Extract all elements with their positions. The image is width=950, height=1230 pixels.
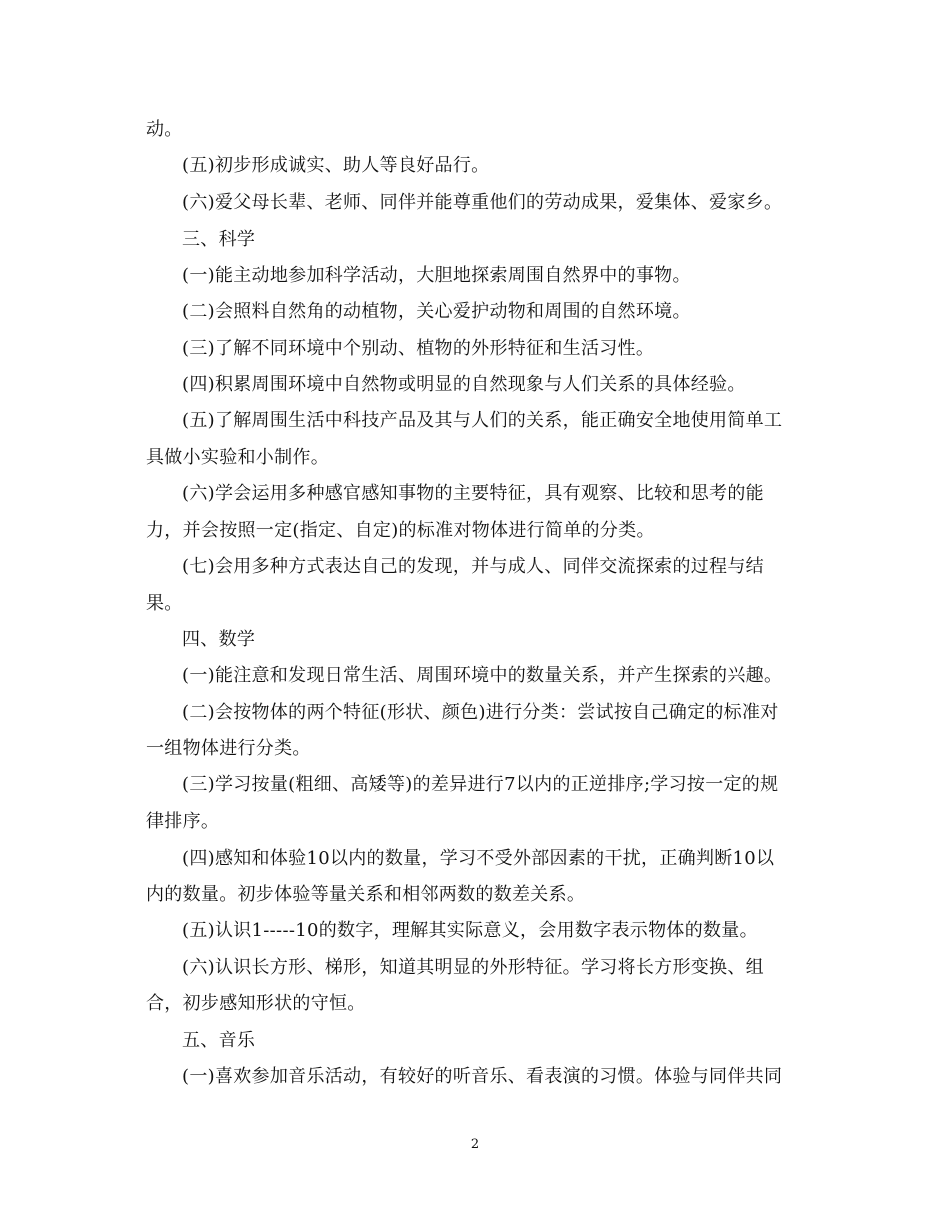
text-line: (六)爱父母长辈、老师、同伴并能尊重他们的劳动成果，爱集体、爱家乡。 xyxy=(182,192,783,213)
text-line: (三)学习按量(粗细、高矮等)的差异进行7以内的正逆排序;学习按一定的规 xyxy=(182,774,779,795)
text-line: (三)了解不同环境中个别动、植物的外形特征和生活习性。 xyxy=(182,338,655,359)
text-line: (四)感知和体验10以内的数量，学习不受外部因素的干扰，正确判断10以 xyxy=(182,848,775,869)
section-heading-math: 四、数学 xyxy=(182,629,256,650)
text-line: 力，并会按照一定(指定、自定)的标准对物体进行简单的分类。 xyxy=(146,520,655,541)
text-line: (五)了解周围生活中科技产品及其与人们的关系，能正确安全地使用简单工 xyxy=(182,410,783,431)
text-line: 合，初步感知形状的守恒。 xyxy=(146,993,366,1014)
text-line: (六)学会运用多种感官感知事物的主要特征，具有观察、比较和思考的能 xyxy=(182,483,764,504)
text-line: (七)会用多种方式表达自己的发现，并与成人、同伴交流探索的过程与结 xyxy=(182,556,764,577)
text-line: 律排序。 xyxy=(146,811,220,832)
text-line: 一组物体进行分类。 xyxy=(146,738,311,759)
text-line: (二)会按物体的两个特征(形状、颜色)进行分类：尝试按自己确定的标准对 xyxy=(182,702,779,723)
page-number: 2 xyxy=(470,1137,480,1152)
text-line: 内的数量。初步体验等量关系和相邻两数的数差关系。 xyxy=(146,884,586,905)
text-line: 果。 xyxy=(146,593,183,614)
text-line: (一)能注意和发现日常生活、周围环境中的数量关系，并产生探索的兴趣。 xyxy=(182,665,783,686)
text-line: 动。 xyxy=(146,119,183,140)
text-line: (四)积累周围环境中自然物或明显的自然现象与人们关系的具体经验。 xyxy=(182,374,746,395)
text-line: 具做小实验和小制作。 xyxy=(146,447,329,468)
text-line: (六)认识长方形、梯形，知道其明显的外形特征。学习将长方形变换、组 xyxy=(182,957,764,978)
text-line: (二)会照料自然角的动植物，关心爱护动物和周围的自然环境。 xyxy=(182,301,691,322)
text-line: (五)认识1-----10的数字，理解其实际意义，会用数字表示物体的数量。 xyxy=(182,920,758,941)
text-line: (一)能主动地参加科学活动，大胆地探索周围自然界中的事物。 xyxy=(182,265,691,286)
text-line: (一)喜欢参加音乐活动，有较好的听音乐、看表演的习惯。体验与同伴共同 xyxy=(182,1066,783,1087)
section-heading-science: 三、科学 xyxy=(182,229,256,250)
text-line: (五)初步形成诚实、助人等良好品行。 xyxy=(182,155,490,176)
section-heading-music: 五、音乐 xyxy=(182,1030,256,1051)
